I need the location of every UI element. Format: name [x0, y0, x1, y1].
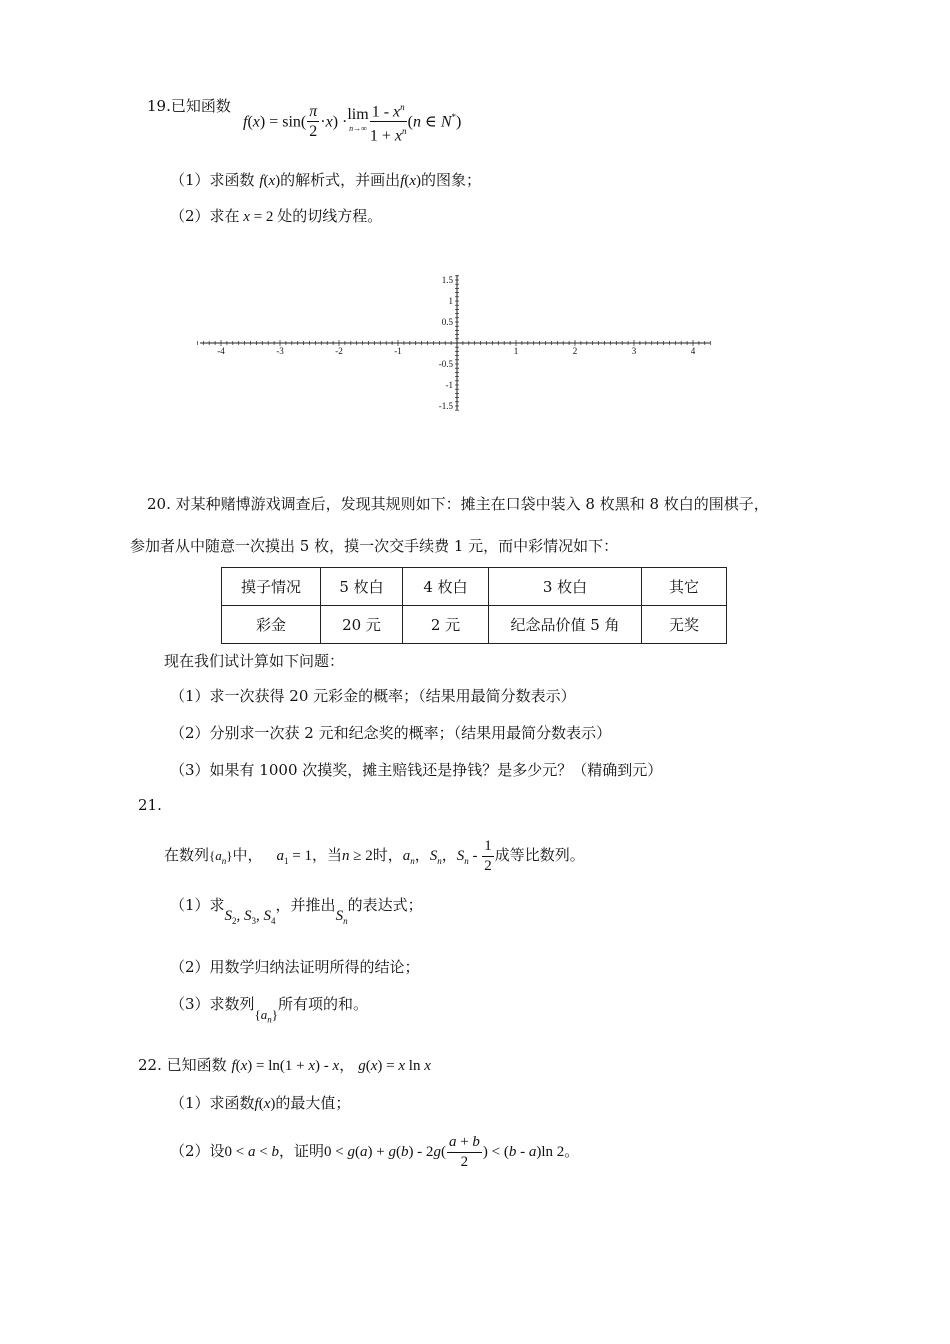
table-cell: 4 枚白: [403, 568, 489, 606]
q20-intro: 现在我们试计算如下问题：: [164, 652, 345, 670]
q20-number: 20.: [147, 495, 171, 513]
q20-line1: 20. 对某种赌博游戏调查后，发现其规则如下：摊主在口袋中装入 8 枚黑和 8 枚白的围棋子，: [147, 495, 769, 513]
table-row: [222, 568, 727, 606]
q21-part3: （3）求数列$\{a_n\}$所有项的和。: [170, 995, 369, 1025]
x-tick-label: -1: [394, 346, 402, 356]
q19-number: 19.: [147, 97, 171, 115]
q22-header: 22. 已知函数 f(x) = ln(1 + x) - x， g(x) = x ln x: [138, 1056, 431, 1074]
q19-function-formula: f(x) = sin( $\frac{\pi}{2}$ ·x) · lim n→∞ $\frac{1 - x^n}{1 + x^n}$ (n ∈ N*): [243, 98, 461, 146]
table-cell: 彩金: [222, 606, 321, 644]
table-cell: 纪念品价值 5 角: [489, 606, 642, 644]
y-tick-label: 1.5: [441, 275, 453, 285]
x-tick-label: -2: [335, 346, 343, 356]
x-tick-label: 2: [572, 346, 578, 356]
q20-part2: （2）分别求一次获 2 元和纪念奖的概率；（结果用最简分数表示）: [170, 724, 612, 742]
table-cell: 20 元: [321, 606, 403, 644]
table-cell: 3 枚白: [489, 568, 642, 606]
q19-header: [147, 95, 231, 116]
q22-part1: （1）求函数f(x)的最大值；: [170, 1094, 351, 1112]
table-row: [222, 606, 727, 644]
y-tick-label: 0.5: [441, 317, 453, 327]
blank-coordinate-axes: [195, 270, 715, 415]
q21-part2: （2）用数学归纳法证明所得的结论；: [170, 958, 420, 976]
q19-intro: 已知函数: [170, 97, 231, 115]
q22-part2: （2）设0 < a < b，证明0 < g(a) + g(b) - 2g( $\frac{a + b}{2}$ ) < (b - a)ln 2。: [170, 1133, 580, 1170]
q20-part1: （1）求一次获得 20 元彩金的概率；（结果用最简分数表示）: [170, 687, 576, 705]
prize-table: [221, 567, 727, 644]
q21-number: 21.: [138, 796, 162, 814]
y-tick-label: -1.5: [438, 401, 453, 411]
x-tick-label: -3: [276, 346, 284, 356]
y-tick-label: -1: [445, 380, 453, 390]
q21-statement: 在数列$\{a_n\}$中， $a_1 = 1$，当n ≥ 2时，$a_n$，$S_n$，$S_n$ - $\frac{1}{2}$ 成等比数列。: [164, 837, 585, 874]
x-tick-label: 4: [690, 346, 696, 356]
table-cell: 摸子情况: [222, 568, 321, 606]
x-tick-label: -4: [217, 346, 225, 356]
q19-part1: （1）求函数 f(x)的解析式，并画出f(x)的图象；: [170, 171, 482, 189]
x-tick-label: 3: [631, 346, 637, 356]
table-cell: 5 枚白: [321, 568, 403, 606]
table-cell: 其它: [642, 568, 727, 606]
q20-part3: （3）如果有 1000 次摸奖，摊主赔钱还是挣钱？是多少元？（精确到元）: [170, 761, 663, 779]
q19-part2: （2）求在 x = 2 处的切线方程。: [170, 207, 383, 225]
x-tick-label: 1: [513, 346, 519, 356]
y-tick-label: 1: [448, 296, 453, 306]
table-cell: 无奖: [642, 606, 727, 644]
q20-line2: 参加者从中随意一次摸出 5 枚，摸一次交手续费 1 元，而中彩情况如下：: [130, 537, 619, 555]
table-cell: 2 元: [403, 606, 489, 644]
y-tick-label: -0.5: [438, 359, 453, 369]
q21-part1: （1）求$S_2$, $S_3$, $S_4$，并推出$S_n$的表达式；: [170, 896, 423, 926]
q22-number: 22.: [138, 1056, 162, 1074]
